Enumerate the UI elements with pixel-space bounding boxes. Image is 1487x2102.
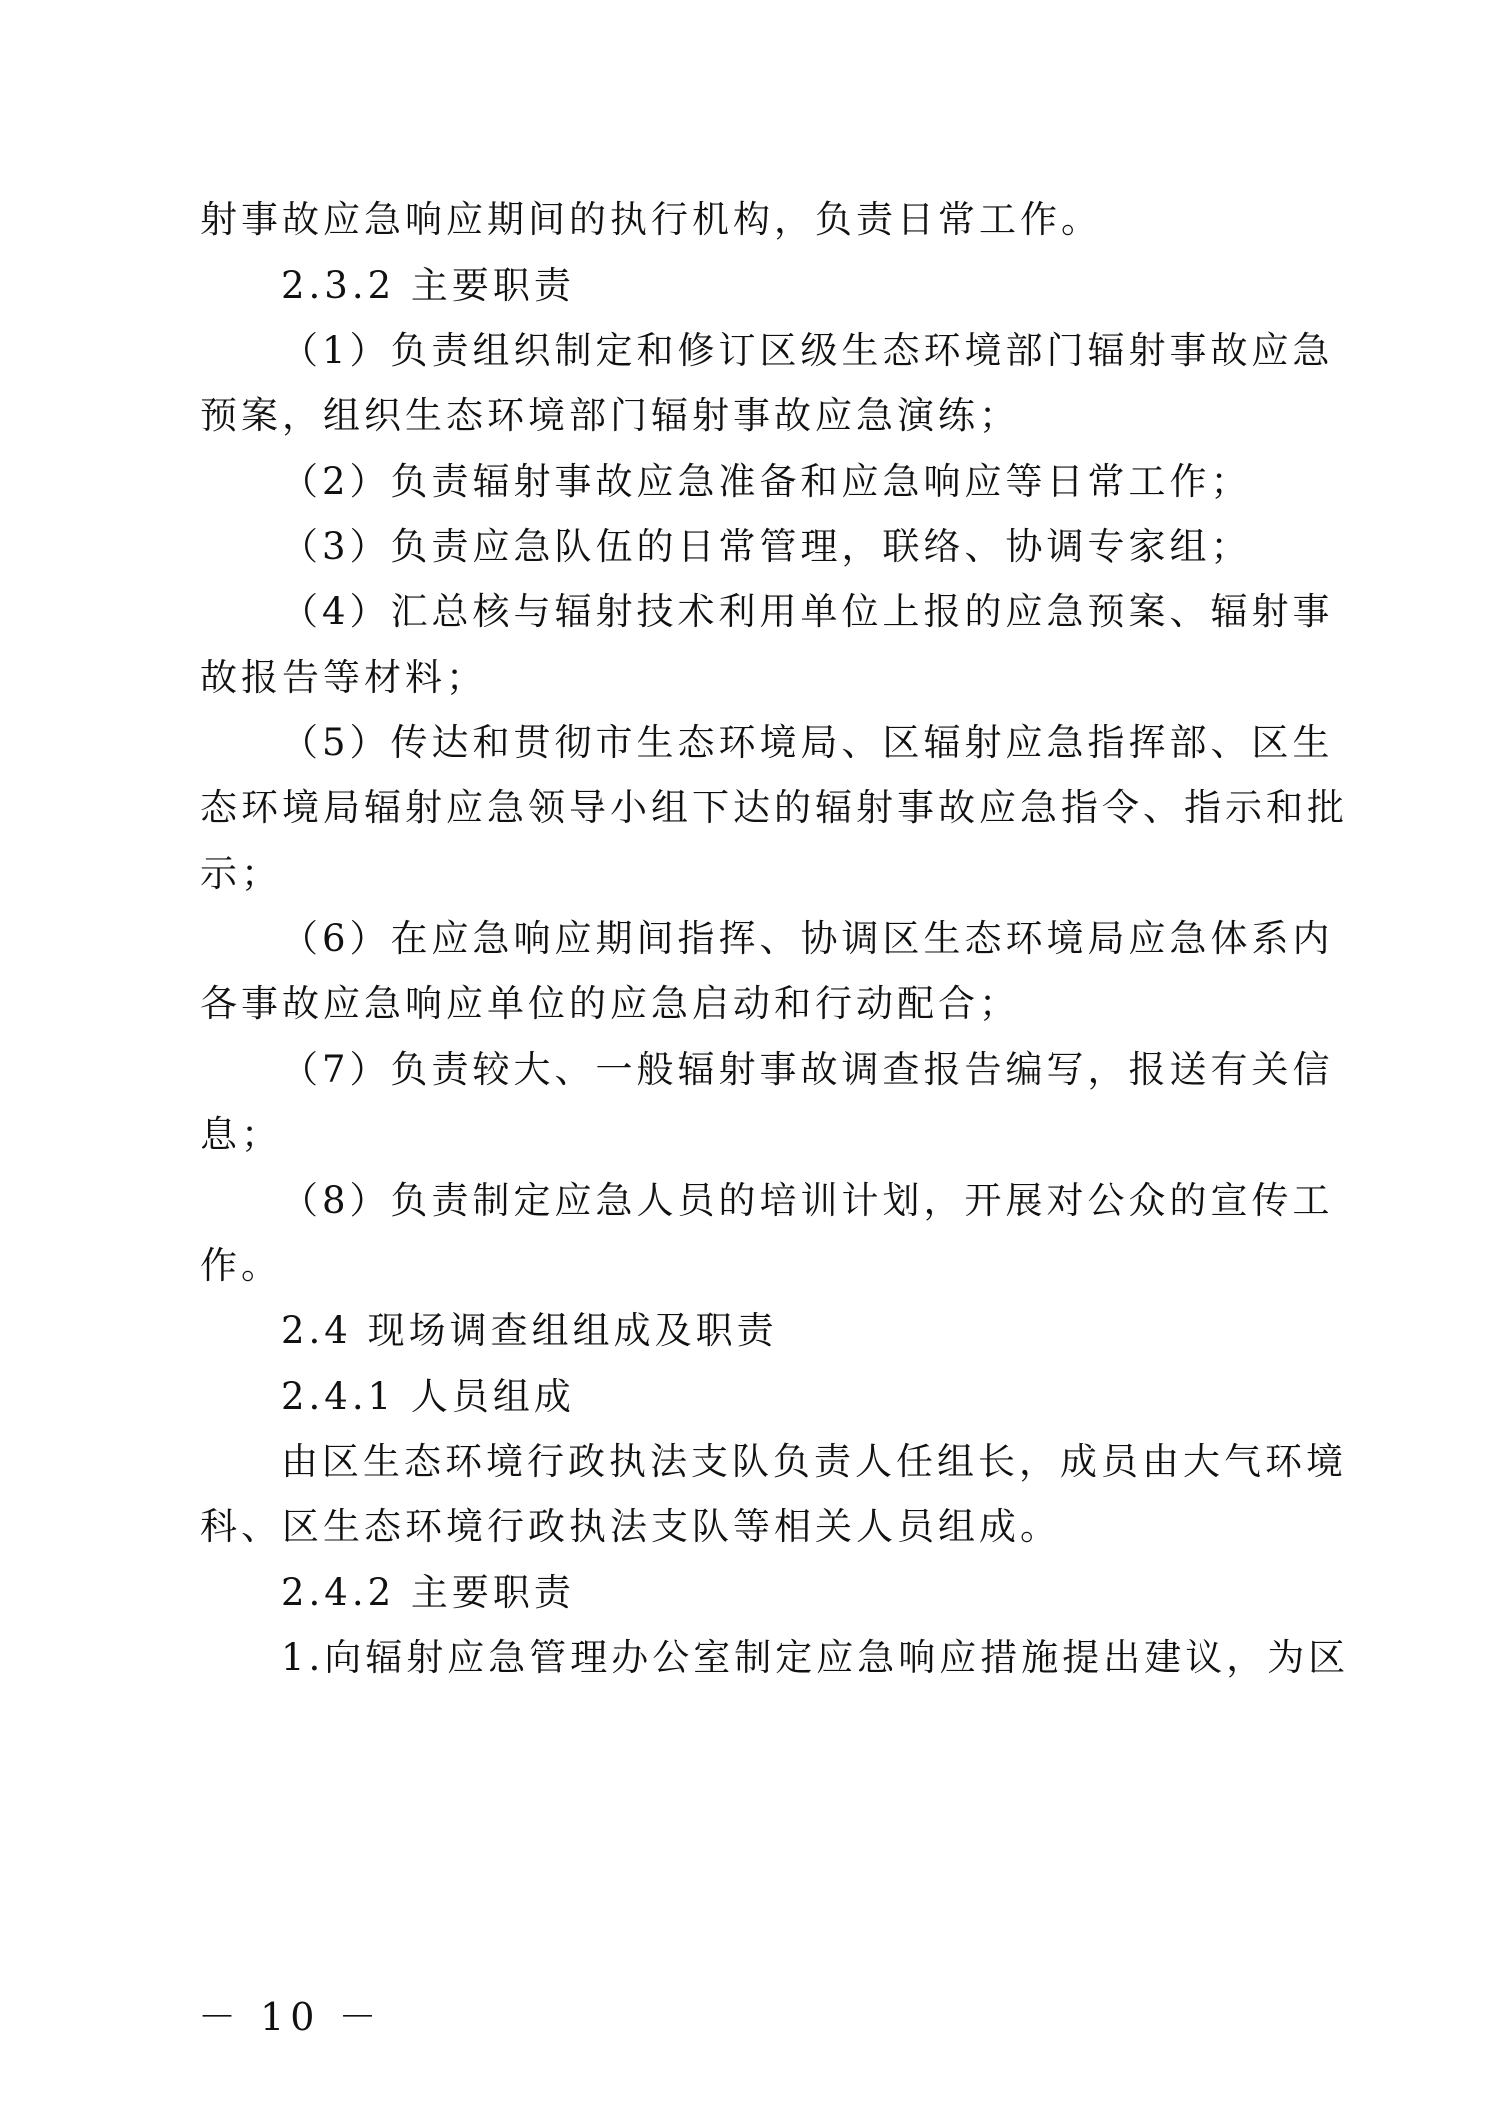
list-item: （2）负责辐射事故应急准备和应急响应等日常工作； <box>281 460 1252 503</box>
body-text-line: 作。 <box>200 1244 282 1287</box>
list-item: （4）汇总核与辐射技术利用单位上报的应急预案、辐射事 <box>281 590 1334 633</box>
section-heading: 2.4 现场调查组组成及职责 <box>281 1309 778 1352</box>
section-heading: 2.4.1 人员组成 <box>281 1375 575 1418</box>
body-text-line: 由区生态环境行政执法支队负责人任组长，成员由大气环境 <box>281 1440 1347 1483</box>
section-heading: 2.3.2 主要职责 <box>281 264 575 307</box>
body-text-line: 示； <box>200 852 282 895</box>
body-text-line: 故报告等材料； <box>200 656 487 699</box>
list-item: （8）负责制定应急人员的培训计划，开展对公众的宣传工 <box>281 1179 1334 1222</box>
list-item: （6）在应急响应期间指挥、协调区生态环境局应急体系内 <box>281 917 1334 960</box>
list-item: （5）传达和贯彻市生态环境局、区辐射应急指挥部、区生 <box>281 721 1334 764</box>
list-item: 1.向辐射应急管理办公室制定应急响应措施提出建议，为区 <box>281 1636 1350 1679</box>
page-number: － 10 － <box>198 1995 383 2039</box>
body-text-line: 息； <box>200 1113 282 1156</box>
list-item: （1）负责组织制定和修订区级生态环境部门辐射事故应急 <box>281 329 1334 372</box>
list-item: （7）负责较大、一般辐射事故调查报告编写，报送有关信 <box>281 1048 1334 1091</box>
body-text-line: 科、区生态环境行政执法支队等相关人员组成。 <box>200 1505 1061 1548</box>
body-text-line: 各事故应急响应单位的应急启动和行动配合； <box>200 982 1020 1025</box>
body-text-line: 预案，组织生态环境部门辐射事故应急演练； <box>200 394 1020 437</box>
section-heading: 2.4.2 主要职责 <box>281 1571 575 1614</box>
body-text-line: 射事故应急响应期间的执行机构，负责日常工作。 <box>200 198 1102 241</box>
body-text-line: 态环境局辐射应急领导小组下达的辐射事故应急指令、指示和批 <box>200 786 1348 829</box>
list-item: （3）负责应急队伍的日常管理，联络、协调专家组； <box>281 525 1252 568</box>
